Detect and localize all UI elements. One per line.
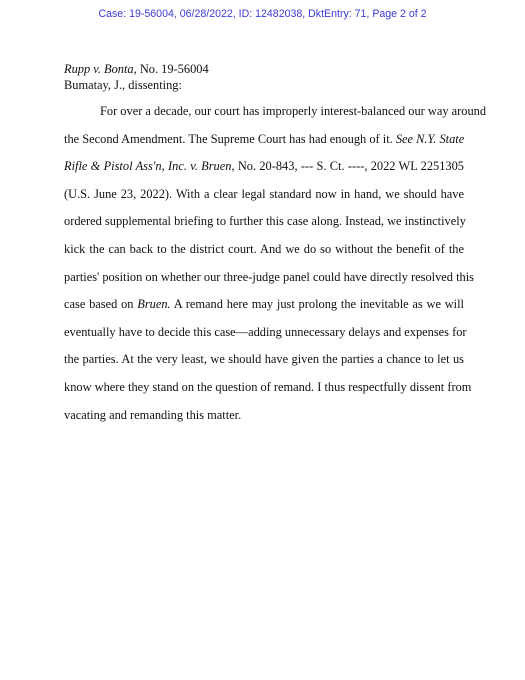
text-run: the Second Amendment. The Supreme Court has had enough of it. [64,131,396,146]
case-citation-line [64,61,209,77]
paragraph-line [64,126,464,154]
opinion-caption [64,61,209,93]
case-citation: Rifle & Pistol Ass'n, Inc. v. Bruen [64,159,232,174]
case-citation: Bruen. [137,297,171,312]
case-number: , No. 19-56004 [133,62,209,76]
text-run: case based on [64,297,138,312]
text-run: A remand here may just prolong the inevitable as we will [170,297,465,312]
paragraph-line: parties' position on whether our three-judge panel could have directly resolved this [64,269,474,284]
paragraph-line [64,153,464,181]
case-name: Rupp v. Bonta [64,62,134,76]
paragraph-line: ordered supplemental briefing to further this case along. Instead, we instinctively [64,214,466,229]
paragraph-line: know where they stand on the question of remand. I thus respectfully dissent from [64,379,472,394]
text-run: , No. 20-843, --- S. Ct. ----, 2022 WL 2251305 [231,159,464,174]
paragraph-line [64,291,464,319]
paragraph-line: For over a decade, our court has improperly interest-balanced our way around [100,104,487,118]
paragraph-line: eventually have to decide this case—adding unnecessary delays and expenses for [64,324,467,339]
author-line: Bumatay, J., dissenting: [64,78,182,92]
citation-signal: See N.Y. State [395,131,465,146]
paragraph-line: vacating and remanding this matter. [64,407,242,422]
ecf-header-stamp: Case: 19-56004, 06/28/2022, ID: 12482038, DktEntry: 71, Page 2 of 2 [98,8,427,20]
paragraph-line: kick the can back to the district court. And we do so without the benefit of the [64,241,464,256]
paragraph-line: (U.S. June 23, 2022). With a clear legal standard now in hand, we should have [64,186,464,201]
dissent-paragraph [64,98,487,429]
paragraph-line: the parties. At the very least, we should have given the parties a chance to let us [64,352,464,367]
